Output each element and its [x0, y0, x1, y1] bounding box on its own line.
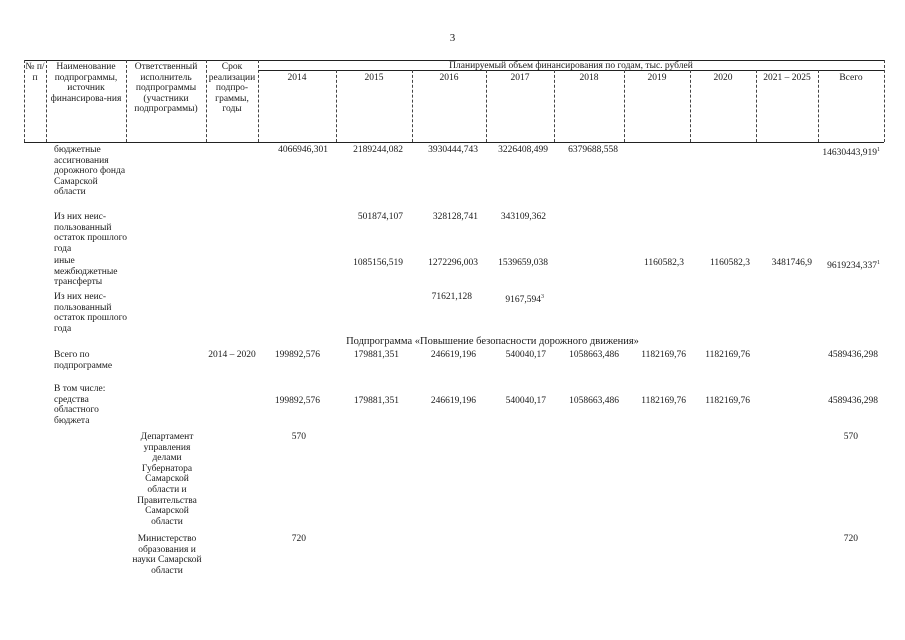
value-cell: 1085156,519 [353, 258, 403, 268]
value-cell: 570 [291, 432, 306, 442]
year-header: 2014 [287, 73, 307, 83]
value-cell: 4589436,298 [828, 396, 878, 406]
year-header: 2018 [579, 73, 599, 83]
value-cell: 4066946,301 [278, 145, 328, 155]
value-cell: 1182169,76 [641, 350, 686, 360]
value-cell: 3226408,499 [498, 145, 548, 155]
value-cell: 9619234,337$^1$ [827, 260, 880, 272]
value-cell: 71621,128 [431, 292, 472, 302]
value-cell: 179881,351 [353, 350, 399, 360]
executor-ministry-education: Министерство образования и науки Самарской области [132, 534, 202, 576]
value-cell: 246619,196 [430, 350, 476, 360]
year-header: 2019 [647, 73, 667, 83]
header-border [46, 60, 47, 142]
value-cell: 179881,351 [353, 396, 399, 406]
value-cell: 14630443,919$^1$ [822, 147, 880, 159]
page-number: 3 [449, 32, 456, 44]
value-cell: 9167,594$^3$ [505, 294, 544, 306]
header-col-name: Наименование подпрограммы, источник финансирова-ния [50, 62, 122, 104]
header-col-plan: Планируемый объем финансирования по годам, тыс. рублей [449, 61, 693, 71]
row-label-unused: Из них неис-пользованный остаток прошлого года [54, 212, 128, 254]
year-header: 2021 – 2025 [763, 73, 811, 83]
year-header: Всего [839, 73, 863, 83]
value-cell: 199892,576 [274, 350, 320, 360]
value-cell: 1182169,76 [705, 396, 750, 406]
row-label-budget: бюджетные ассигнования дорожного фонда Самарской области [54, 145, 126, 198]
value-cell: 1058663,486 [569, 396, 619, 406]
year-header: 2015 [364, 73, 384, 83]
header-border [206, 60, 207, 142]
header-bottom-line [24, 142, 884, 143]
value-cell: 720 [843, 534, 858, 544]
value-cell: 246619,196 [430, 396, 476, 406]
value-cell: 540040,17 [505, 396, 546, 406]
value-cell: 4589436,298 [828, 350, 878, 360]
header-border [884, 60, 885, 142]
year-header: 2016 [439, 73, 459, 83]
year-header: 2017 [510, 73, 530, 83]
value-cell: 1058663,486 [569, 350, 619, 360]
subprogram-title: Подпрограмма «Повышение безопасности дорожного движения» [346, 336, 639, 347]
row-label-unused: Из них неис-пользованный остаток прошлого года [54, 292, 128, 334]
header-col-num: № п/п [25, 62, 45, 83]
value-cell: 1272296,003 [428, 258, 478, 268]
value-cell: 6379688,558 [568, 145, 618, 155]
value-cell: 1182169,76 [705, 350, 750, 360]
value-cell: 1160582,3 [709, 258, 750, 268]
value-cell: 720 [291, 534, 306, 544]
value-cell: 1160582,3 [643, 258, 684, 268]
header-border [126, 60, 127, 142]
value-cell: 343109,362 [500, 212, 546, 222]
value-cell: 570 [843, 432, 858, 442]
value-cell: 1182169,76 [641, 396, 686, 406]
value-cell: 1539659,038 [498, 258, 548, 268]
row-label-total: Всего по подпрограмме [54, 350, 113, 371]
value-cell: 3930444,743 [428, 145, 478, 155]
value-cell: 328128,741 [432, 212, 478, 222]
value-cell: 199892,576 [274, 396, 320, 406]
value-cell: 2189244,082 [353, 145, 403, 155]
value-cell: 540040,17 [505, 350, 546, 360]
executor-department-governor: Департамент управления делами Губернатора Самарской области и Правительства Самарской области [137, 432, 197, 527]
value-cell: 501874,107 [357, 212, 403, 222]
header-col-executor: Ответственный исполнитель подпрограммы (участники подпрограммы) [134, 62, 198, 115]
total-term: 2014 – 2020 [208, 350, 256, 360]
row-label-regional-budget: В том числе: средства областного бюджета [54, 384, 106, 426]
header-col-term: Срок реализации подпро-граммы, годы [208, 62, 256, 115]
row-label-transfers: иные межбюджетные трансферты [54, 256, 118, 288]
year-header: 2020 [713, 73, 733, 83]
value-cell: 3481746,9 [771, 258, 812, 268]
